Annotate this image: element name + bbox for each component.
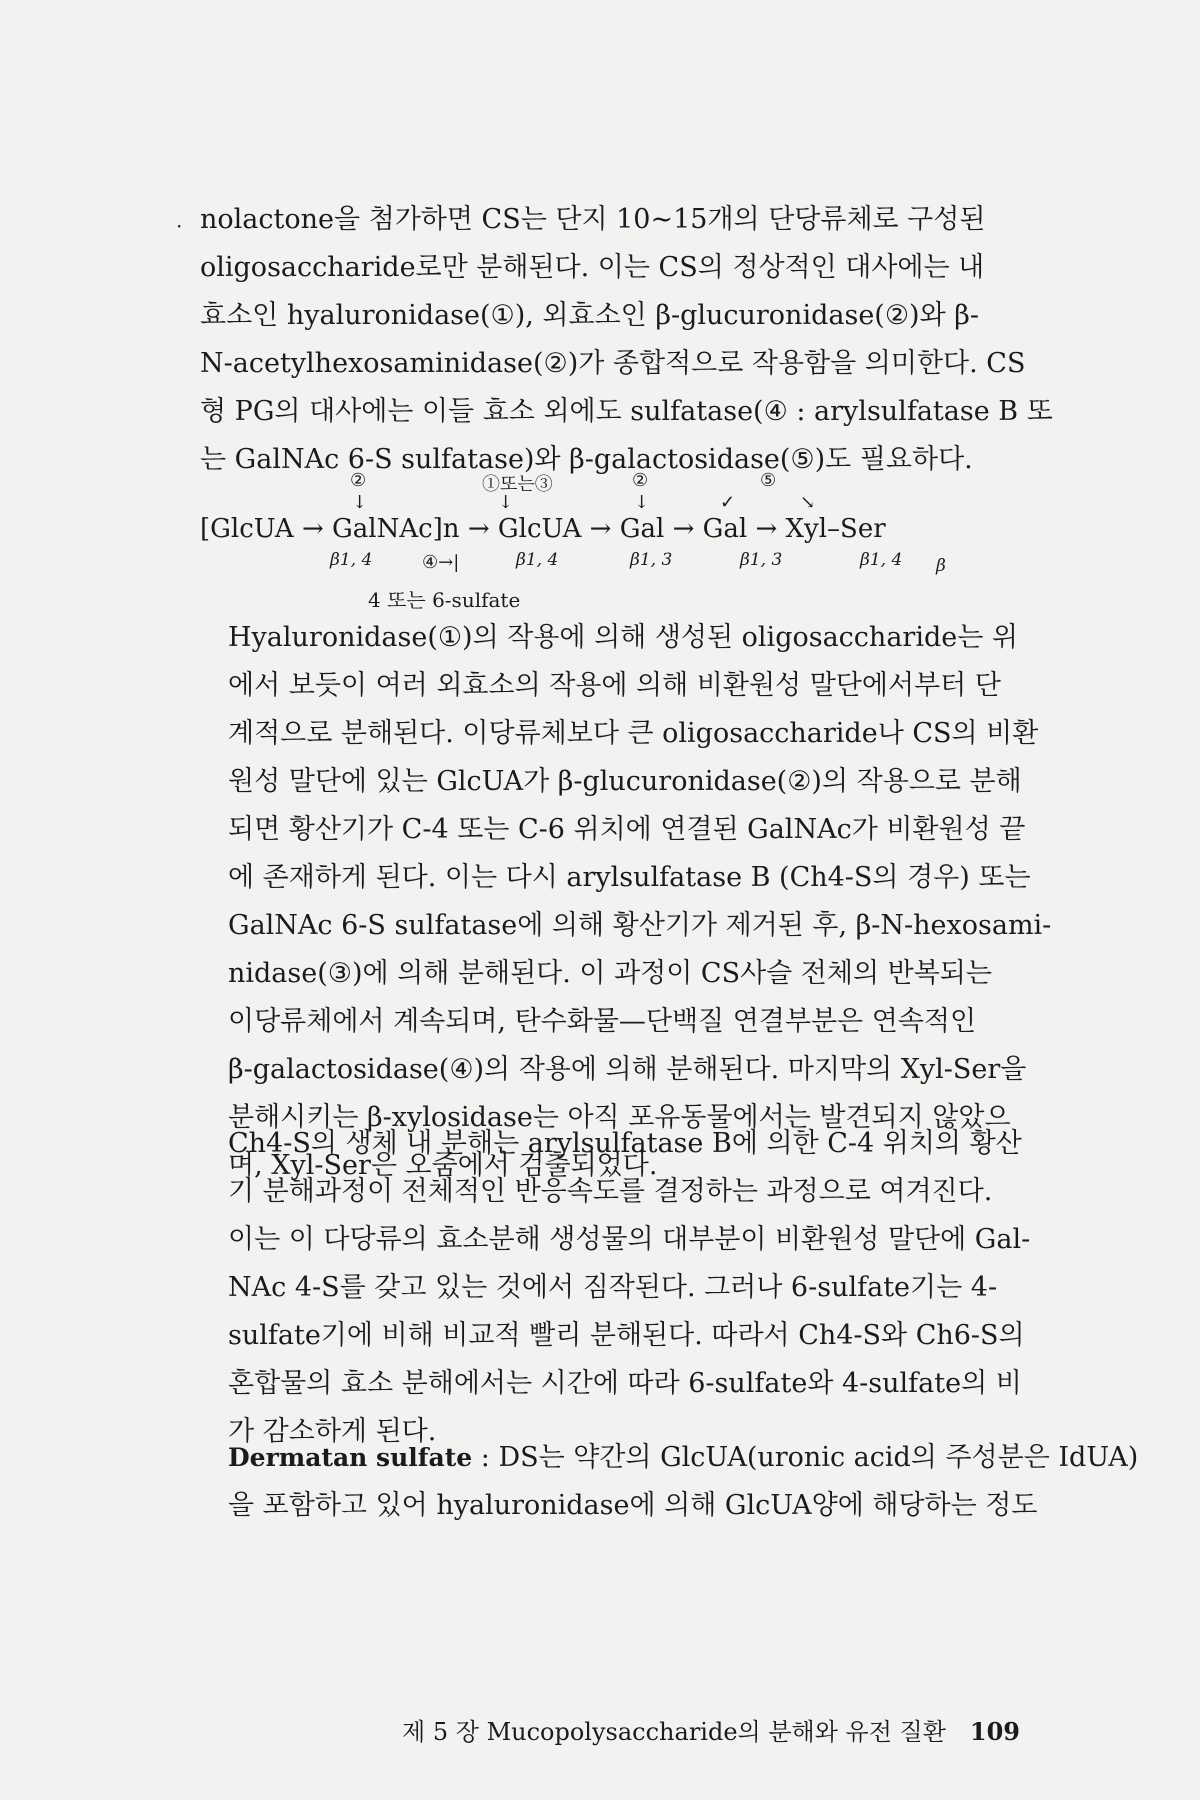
- text-line: N-acetylhexosaminidase(②)가 종합적으로 작용함을 의미한다. CS: [200, 348, 1026, 379]
- text-line: Hyaluronidase(①)의 작용에 의해 생성된 oligosaccharide는 위: [228, 622, 1018, 653]
- text-line: 계적으로 분해된다. 이당류체보다 큰 oligosaccharide나 CS의 비환: [228, 718, 1039, 749]
- text-line: 는 GalNAc 6-S sulfatase)와 β-galactosidase(⑤)도 필요하다.: [200, 444, 973, 475]
- text-run: : DS는 약간의 GlcUA(uronic acid의 주성분은 IdUA): [472, 1442, 1139, 1473]
- text-line: 이는 이 다당류의 효소분해 생성물의 대부분이 비환원성 말단에 Gal-: [228, 1224, 1031, 1255]
- text-line: 분해시키는 β-xylosidase는 아직 포유동물에서는 발견되지 않았으: [228, 1102, 1011, 1133]
- text-line: GalNAc 6-S sulfatase에 의해 황산기가 제거된 후, β-N-hexosami-: [228, 910, 1052, 941]
- margin-dot: ·: [176, 214, 183, 238]
- paragraph-2: [200, 614, 1052, 1190]
- text-line: nidase(③)에 의해 분해된다. 이 과정이 CS사슬 전체의 반복되는: [228, 958, 992, 989]
- down-arrow-icon: ↓: [352, 492, 368, 513]
- bond-label: β1, 4: [516, 550, 559, 570]
- text-line: 며, Xyl-Ser은 오줌에서 검출되었다.: [228, 1150, 658, 1181]
- bond-label: β: [936, 556, 946, 576]
- paragraph-1: [200, 196, 1053, 484]
- text-line: β-galactosidase(④)의 작용에 의해 분해된다. 마지막의 Xyl-Ser을: [228, 1054, 1027, 1085]
- text-line: 에서 보듯이 여러 외효소의 작용에 의해 비환원성 말단에서부터 단: [228, 670, 1001, 701]
- section-heading: Dermatan sulfate: [228, 1443, 473, 1472]
- down-arrow-icon: ↓: [634, 492, 650, 513]
- bond-label: β1, 4: [860, 550, 903, 570]
- text-line: 효소인 hyaluronidase(①), 외효소인 β-glucuronidase(②)와 β-: [200, 300, 979, 331]
- saccharide-chain: [GlcUA → GalNAc]n → GlcUA → Gal → Gal → Xyl–Ser: [200, 514, 886, 544]
- text-line: sulfate기에 비해 비교적 빨리 분해된다. 따라서 Ch4-S와 Ch6-S의: [228, 1320, 1025, 1351]
- text-line: Ch4-S의 생체 내 분해는 arylsulfatase B에 의한 C-4 위치의 황산: [228, 1128, 1022, 1159]
- page-footer: [400, 1712, 1020, 1747]
- paragraph-4: [200, 1434, 1139, 1530]
- chapter-title: 제 5 장 Mucopolysaccharide의 분해와 유전 질환: [402, 1718, 946, 1746]
- text-line: 원성 말단에 있는 GlcUA가 β-glucuronidase(②)의 작용으로 분해: [228, 766, 1022, 797]
- text-line: oligosaccharide로만 분해된다. 이는 CS의 정상적인 대사에는 내: [200, 252, 985, 283]
- curved-arrow-icon: ↘: [800, 492, 816, 513]
- degradation-pathway-diagram: [200, 470, 1020, 610]
- text-line: 되면 황산기가 C-4 또는 C-6 위치에 연결된 GalNAc가 비환원성 끝: [228, 814, 1026, 845]
- enzyme-label: ②: [632, 470, 649, 491]
- page-number: 109: [969, 1717, 1020, 1746]
- text-line: 에 존재하게 된다. 이는 다시 arylsulfatase B (Ch4-S의 경우) 또는: [228, 862, 1031, 893]
- text-line: [200, 1434, 1139, 1482]
- diagram-caption: 4 또는 6-sulfate: [368, 588, 521, 612]
- text-line: 형 PG의 대사에는 이들 효소 외에도 sulfatase(④ : arylsulfatase B 또: [200, 396, 1053, 427]
- enzyme-label: ②: [350, 470, 367, 491]
- enzyme-label: ⑤: [760, 470, 777, 491]
- text-line: 혼합물의 효소 분해에서는 시간에 따라 6-sulfate와 4-sulfate의 비: [228, 1368, 1022, 1399]
- check-arrow-icon: ✓: [720, 492, 736, 513]
- text-line: 이당류체에서 계속되며, 탄수화물—단백질 연결부분은 연속적인: [228, 1006, 977, 1037]
- text-line: 을 포함하고 있어 hyaluronidase에 의해 GlcUA양에 해당하는 정도: [228, 1490, 1038, 1521]
- text-line: NAc 4-S를 갖고 있는 것에서 짐작된다. 그러나 6-sulfate기는 4-: [228, 1272, 998, 1303]
- paragraph-3: [200, 1120, 1031, 1456]
- bond-label: β1, 3: [630, 550, 673, 570]
- bond-label: β1, 4: [330, 550, 373, 570]
- down-arrow-icon: ↓: [498, 492, 514, 513]
- sulfatase-label: ④→|: [422, 552, 460, 573]
- text-line: 가 감소하게 된다.: [228, 1416, 437, 1447]
- text-line: nolactone을 첨가하면 CS는 단지 10∼15개의 단당류체로 구성된: [200, 204, 986, 235]
- enzyme-label: ①또는③: [482, 474, 553, 495]
- bond-label: β1, 3: [740, 550, 783, 570]
- text-line: 기 분해과정이 전체적인 반응속도를 결정하는 과정으로 여겨진다.: [228, 1176, 993, 1207]
